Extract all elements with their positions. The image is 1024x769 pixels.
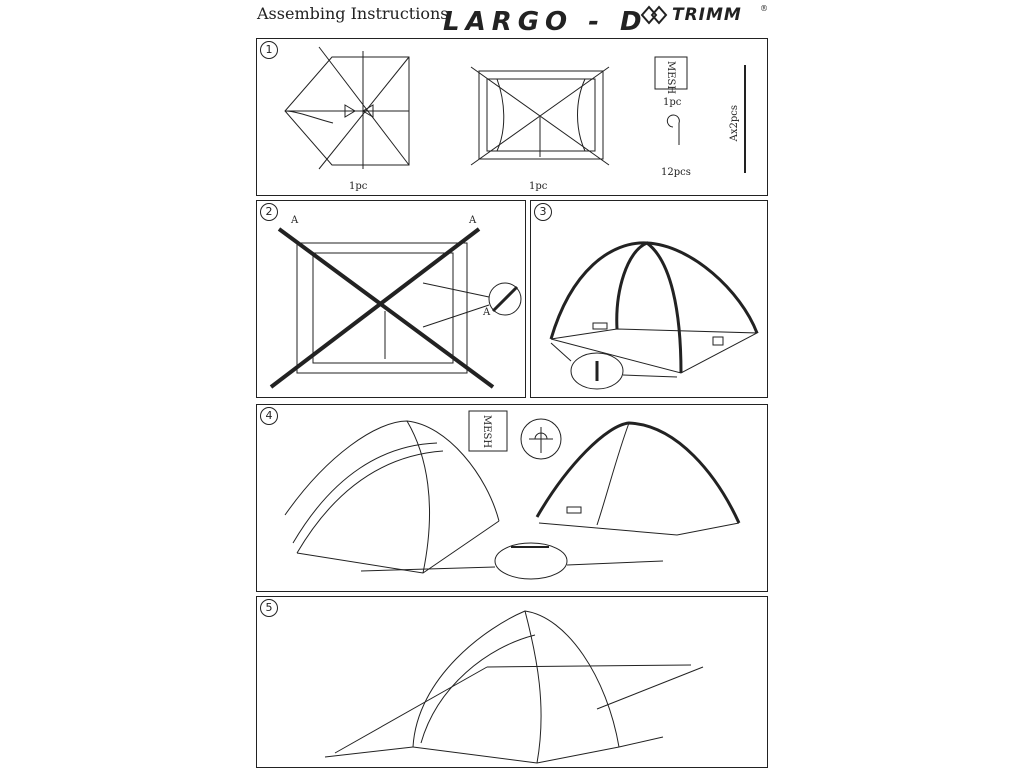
brand-logo bbox=[638, 4, 768, 26]
step-2-pole-a-right-label: A bbox=[469, 215, 477, 226]
step-4-mesh-label: MESH bbox=[481, 415, 492, 449]
step-5-panel bbox=[256, 596, 768, 768]
step-1-inner-qty: 1pc bbox=[529, 181, 548, 192]
guy-line-left bbox=[335, 667, 487, 753]
dome-floor bbox=[551, 329, 757, 373]
step-5-illustration bbox=[257, 597, 769, 769]
step-1-poles-qty: Ax2pcs bbox=[729, 105, 740, 142]
step-5-number: 5 bbox=[260, 599, 278, 617]
step-1-mesh-qty: 1pc bbox=[663, 97, 682, 108]
model-name: LARGO - D bbox=[443, 7, 648, 37]
step-3-panel bbox=[530, 200, 768, 398]
brand-emblem-icon bbox=[638, 4, 670, 26]
pitched-tent-fly bbox=[413, 611, 619, 747]
guy-line-right-top bbox=[487, 665, 691, 667]
step-3-number: 3 bbox=[534, 203, 552, 221]
step-2-panel bbox=[256, 200, 526, 398]
step-2-illustration bbox=[257, 201, 527, 399]
step-1-mesh-label: MESH bbox=[665, 61, 676, 95]
brand-name: TRIMM bbox=[672, 5, 742, 25]
flysheet-outline-left bbox=[285, 421, 499, 521]
step-1-parts-illustration bbox=[257, 39, 769, 197]
step-2-number: 2 bbox=[260, 203, 278, 221]
step-1-panel bbox=[256, 38, 768, 196]
peg-icon bbox=[667, 115, 679, 145]
step-1-number: 1 bbox=[260, 41, 278, 59]
step-4-number: 4 bbox=[260, 407, 278, 425]
step-4-illustration bbox=[257, 405, 769, 593]
dome-pole-2 bbox=[617, 243, 681, 373]
step-2-pole-a-left-label: A bbox=[291, 215, 299, 226]
registered-mark: ® bbox=[760, 4, 768, 13]
step-1-pegs-qty: 12pcs bbox=[661, 167, 691, 178]
step-2-detail-a-label: A bbox=[483, 307, 491, 318]
step-3-illustration bbox=[531, 201, 769, 399]
document-title: Assembing Instructions bbox=[257, 4, 449, 23]
step-4-panel bbox=[256, 404, 768, 592]
dome-pole-1 bbox=[551, 243, 757, 339]
strap-detail-circle bbox=[495, 543, 567, 579]
step-1-flysheet-qty: 1pc bbox=[349, 181, 368, 192]
